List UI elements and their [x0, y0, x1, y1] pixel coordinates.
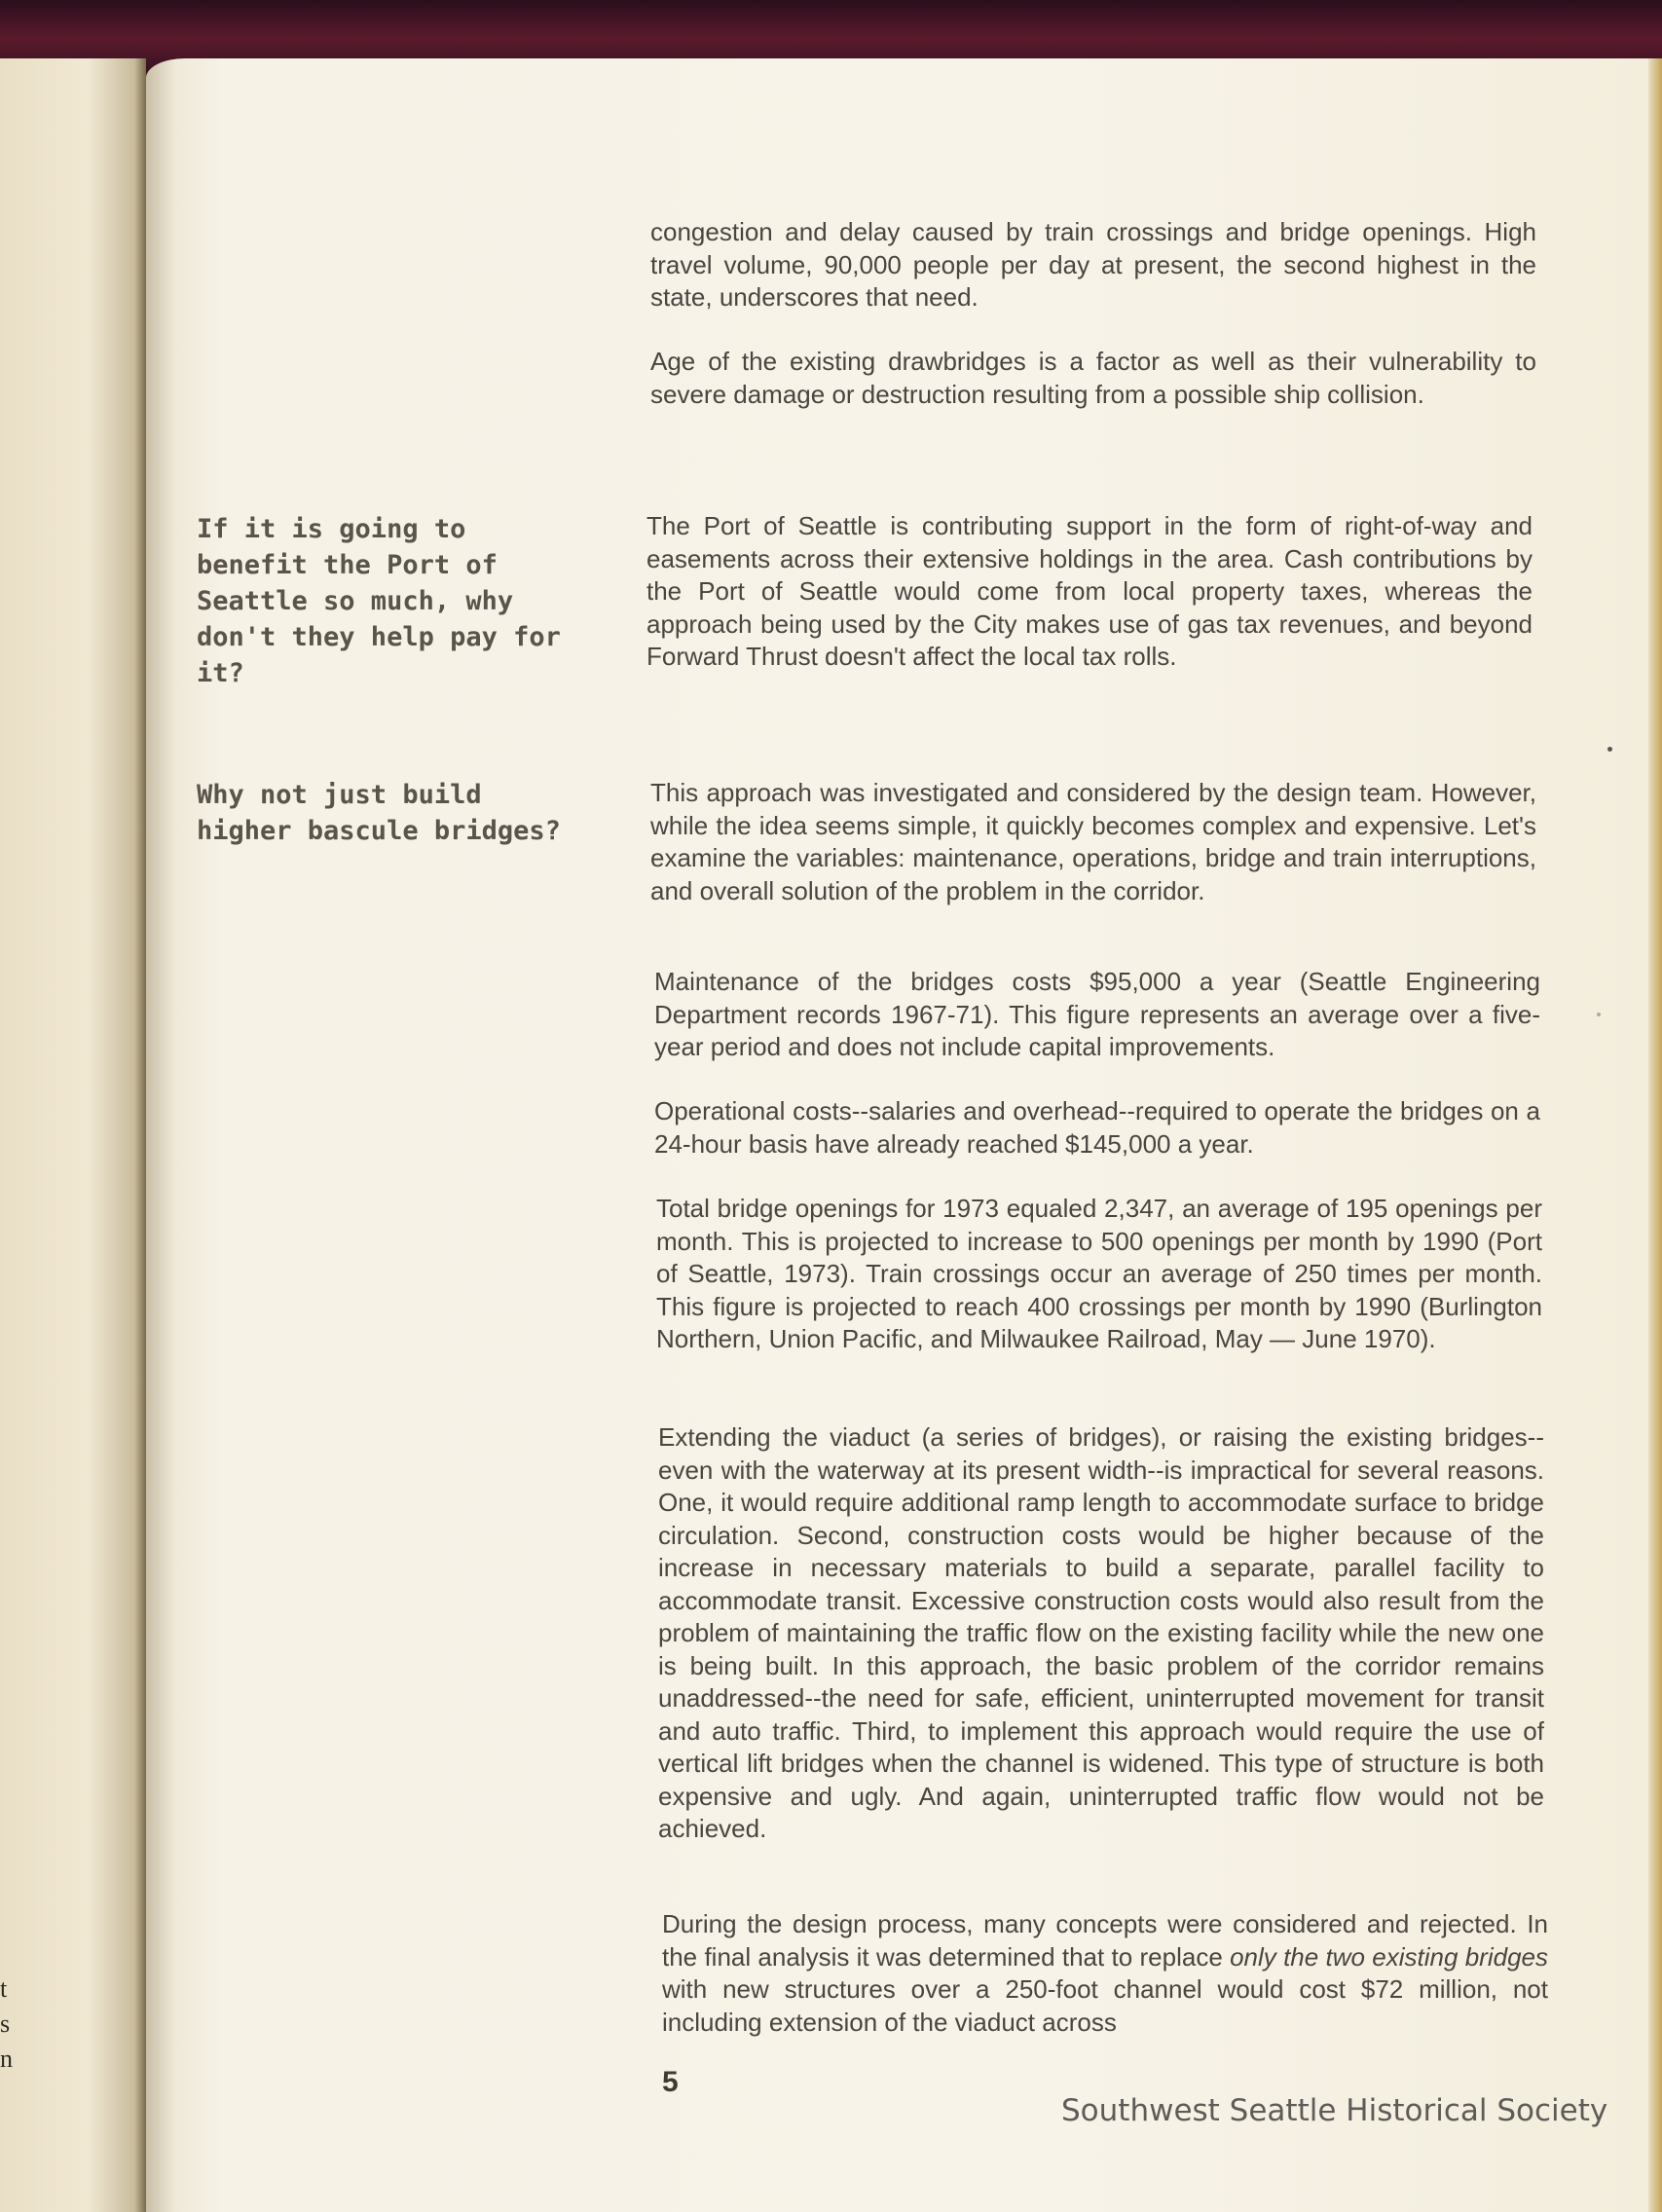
paragraph-operational: Operational costs--salaries and overhead--required to operate the bridges on a 24-hour basis have already reached $145,000 a year. — [654, 1096, 1540, 1159]
question-port-benefit: If it is going to benefit the Port of Seattle so much, why don't they help pay for it? — [197, 514, 561, 688]
left-page-edge — [0, 58, 146, 2212]
left-letter: t — [0, 1974, 8, 2003]
paragraph-maintenance: Maintenance of the bridges costs $95,000 a year (Seattle Engineering Department records 1967-71). This figure represents an average over a five-year period and does not include capital improvements. — [654, 967, 1540, 1061]
watermark: Southwest Seattle Historical Society — [1061, 2093, 1608, 2128]
paragraph-design-process — [662, 1908, 1548, 2039]
dust-speck — [1597, 1013, 1601, 1016]
page-number: 5 — [662, 2066, 679, 2098]
paragraph-age: Age of the existing drawbridges is a factor as well as their vulnerability to severe damage or destruction resulting from a possible ship collision. — [650, 347, 1536, 409]
paragraph-approach: This approach was investigated and considered by the design team. However, while the idea seems simple, it quickly becomes complex and expensive. Let's examine the variables: maintenance, operations, bridge and train interruptions, and overall solution of the problem in the corridor. — [650, 778, 1536, 905]
left-letter: n — [0, 2045, 13, 2073]
paragraph-port-support: The Port of Seattle is contributing support in the form of right-of-way and easements across their extensive holdings in the area. Cash contributions by the Port of Seattle would come from local property taxes, whereas the approach being used by the City makes use of gas tax revenues, and beyond Forward Thrust doesn't affect the local tax rolls. — [646, 511, 1533, 671]
design-text-after: with new structures over a 250-foot channel would cost $72 million, not including extension of the viaduct across — [662, 1974, 1548, 2037]
paragraph-openings: Total bridge openings for 1973 equaled 2,347, an average of 195 openings per month. This is projected to increase to 500 openings per month by 1990 (Port of Seattle, 1973). Train crossings occur an average of 250 times per month. This figure is projected to reach 400 crossings per month by 1990 (Burlington Northern, Union Pacific, and Milwaukee Railroad, May — June 1970). — [656, 1194, 1542, 1353]
left-page-letters — [0, 1972, 13, 2077]
paragraph-congestion: congestion and delay caused by train crossings and bridge openings. High travel volume, 90,000 people per day at present, the second highest in the state, underscores that need. — [650, 217, 1536, 312]
question-higher-bascule: Why not just build higher bascule bridges? — [197, 780, 561, 846]
paragraph-viaduct: Extending the viaduct (a series of bridges), or raising the existing bridges--even with the waterway at its present width--is impractical for several reasons. One, it would require additional ramp length to accommodate surface to bridge circulation. Second, construction costs would be higher because of the increase in necessary materials to build a separate, parallel facility to accommodate transit. Excessive construction costs would also result from the problem of maintaining the traffic flow on the existing facility while the new one is being built. In this approach, the basic problem of the corridor remains unaddressed--the need for safe, efficient, uninterrupted movement for transit and auto traffic. Third, to implement this approach would require the use of vertical lift bridges when the channel is widened. This type of structure is both expensive and ugly. And again, uninterrupted traffic flow would not be achieved. — [658, 1422, 1544, 1843]
design-text-before: During the design process, many concepts were considered and rejected. In the final analysis it was determined that to replace — [662, 1909, 1548, 1972]
dust-speck — [1607, 747, 1612, 752]
left-letter: s — [0, 2009, 11, 2038]
design-text-italic: only the two existing bridges — [1230, 1941, 1548, 1972]
